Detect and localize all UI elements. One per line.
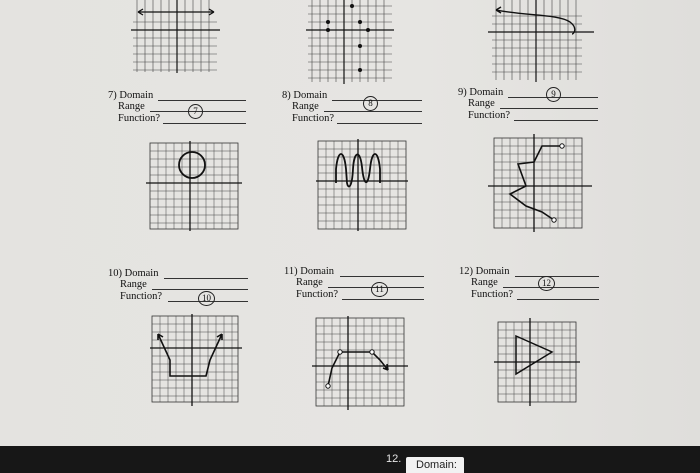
graph-top-right	[486, 0, 598, 82]
range-label: Range	[120, 279, 147, 290]
grid-lines	[152, 316, 238, 402]
circled-number: 10	[198, 291, 215, 306]
problem-10	[108, 268, 250, 308]
graph-7	[146, 141, 242, 231]
grid-lines	[494, 138, 582, 228]
graph-curve	[158, 334, 222, 376]
circled-number: 11	[371, 282, 388, 297]
problem-8	[282, 90, 424, 130]
graph-9	[488, 134, 592, 232]
range-label: Range	[471, 277, 498, 288]
function-label: Function?	[468, 110, 510, 121]
domain-answer-line[interactable]	[515, 276, 599, 277]
graph-curve	[138, 9, 214, 15]
circled-number: 9	[546, 87, 561, 102]
range-answer-line[interactable]	[324, 111, 422, 112]
function-answer-line[interactable]	[514, 120, 598, 121]
function-answer-line[interactable]	[517, 299, 599, 300]
function-label: Function?	[471, 289, 513, 300]
range-label: Range	[292, 101, 319, 112]
problem-9	[458, 87, 600, 127]
graph-curve	[496, 7, 575, 34]
domain-tab[interactable]: Domain:	[406, 457, 464, 473]
circled-number: 7	[188, 104, 203, 119]
domain-label: 8) Domain	[282, 90, 328, 101]
graph-12	[494, 318, 580, 406]
graph-8	[316, 139, 408, 231]
domain-answer-line[interactable]	[158, 100, 246, 101]
range-label: Range	[296, 277, 323, 288]
graph-11	[312, 316, 408, 410]
circled-number: 12	[538, 276, 555, 291]
grid-lines	[318, 141, 406, 229]
graph-10	[150, 314, 242, 406]
range-answer-line[interactable]	[152, 289, 248, 290]
function-label: Function?	[292, 113, 334, 124]
domain-answer-line[interactable]	[340, 276, 424, 277]
graph-curve	[328, 352, 388, 386]
function-answer-line[interactable]	[163, 123, 246, 124]
circled-number: 8	[363, 96, 378, 111]
range-label: Range	[468, 98, 495, 109]
domain-label: 7) Domain	[108, 90, 154, 101]
function-label: Function?	[120, 291, 162, 302]
function-answer-line[interactable]	[337, 123, 422, 124]
domain-label: 10) Domain	[108, 268, 159, 279]
range-label: Range	[118, 101, 145, 112]
graph-top-middle	[304, 0, 396, 84]
domain-label: 9) Domain	[458, 87, 504, 98]
graph-top-left	[128, 0, 222, 74]
domain-label: 12) Domain	[459, 266, 510, 277]
function-label: Function?	[296, 289, 338, 300]
problem-12	[459, 266, 601, 306]
graph-curve	[179, 152, 205, 178]
grid-lines	[316, 318, 404, 406]
domain-label: 11) Domain	[284, 266, 335, 277]
domain-answer-line[interactable]	[164, 278, 248, 279]
graph-curve	[516, 336, 552, 374]
problem-11	[284, 266, 426, 306]
function-answer-line[interactable]	[342, 299, 424, 300]
grid-lines	[308, 0, 392, 82]
grid-lines	[150, 143, 238, 229]
grid-lines	[133, 0, 217, 72]
problem-7	[108, 90, 248, 130]
function-label: Function?	[118, 113, 160, 124]
range-answer-line[interactable]	[500, 108, 598, 109]
question-number: 12.	[386, 453, 402, 465]
bottom-bar	[0, 446, 700, 473]
